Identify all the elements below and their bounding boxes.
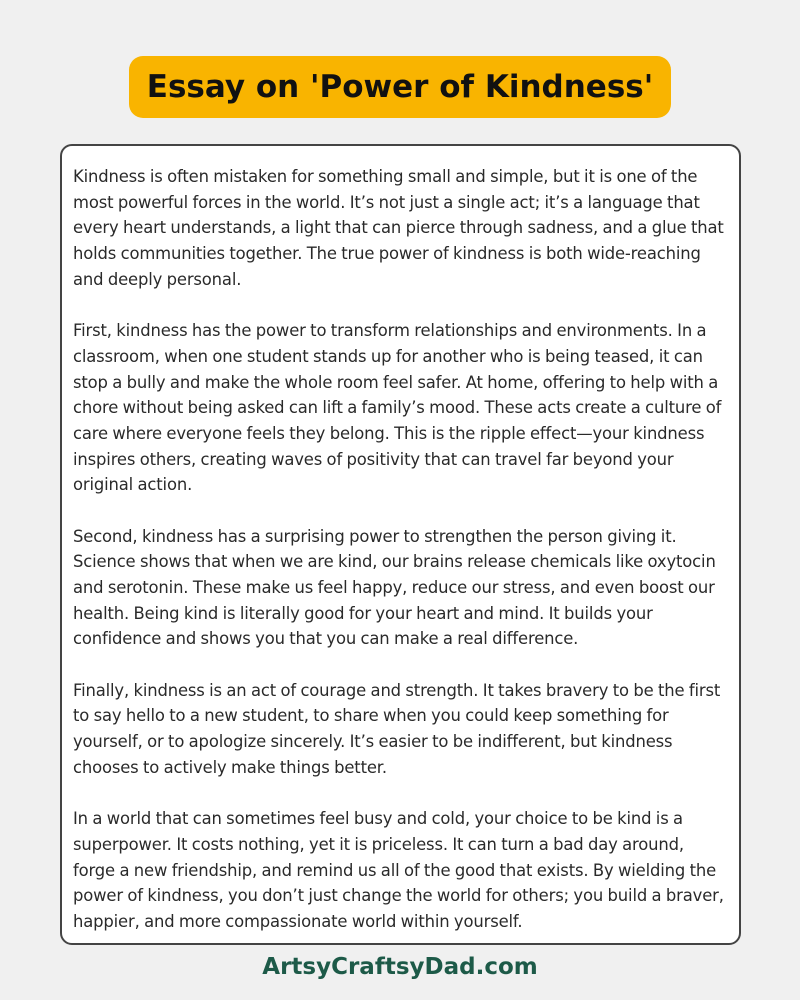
- site-watermark: ArtsyCraftsyDad.com: [262, 954, 538, 980]
- essay-paragraph-4: Finally, kindness is an act of courage and strength. It takes bravery to be the first to say hello to a new student, to share when you could keep something for yourself, or to apologize sincerely. It’s easier to be indifferent, but kindness chooses to actively make things better.: [73, 680, 721, 777]
- page-title: Essay on 'Power of Kindness': [146, 69, 654, 105]
- essay-card: [60, 144, 741, 945]
- title-banner: [129, 56, 671, 118]
- essay-paragraph-1: Kindness is often mistaken for something small and simple, but it is one of the most powerful forces in the world. It’s not just a single act; it’s a language that every heart understands, a light that can pierce through sadness, and a glue that holds communities together. The true power of kindness is both wide-reaching and deeply personal.: [73, 167, 724, 289]
- title-container: [0, 56, 800, 118]
- essay-paragraph-5: In a world that can sometimes feel busy and cold, your choice to be kind is a superpower. It costs nothing, yet it is priceless. It can turn a bad day around, forge a new friendship, and remind us all of the good that exists. By wielding the power of kindness, you don’t just change the world for others; you build a braver, happier, and more compassionate world within yourself.: [73, 809, 724, 931]
- essay-paragraph-3: Second, kindness has a surprising power to strengthen the person giving it. Science shows that when we are kind, our brains release chemicals like oxytocin and serotonin. These make us feel happy, reduce our stress, and even boost our health. Being kind is literally good for your heart and mind. It builds your confidence and shows you that you can make a real difference.: [73, 526, 716, 649]
- essay-paragraph-2: First, kindness has the power to transform relationships and environments. In a classroom, when one student stands up for another who is being teased, it can stop a bully and make the whole room feel safer. At home, offering to help with a chore without being asked can lift a family’s mood. These acts create a culture of care where everyone feels they belong. This is the ripple effect—your kindness inspires others, creating waves of positivity that can travel far beyond your original action.: [73, 321, 722, 495]
- footer: [0, 954, 800, 980]
